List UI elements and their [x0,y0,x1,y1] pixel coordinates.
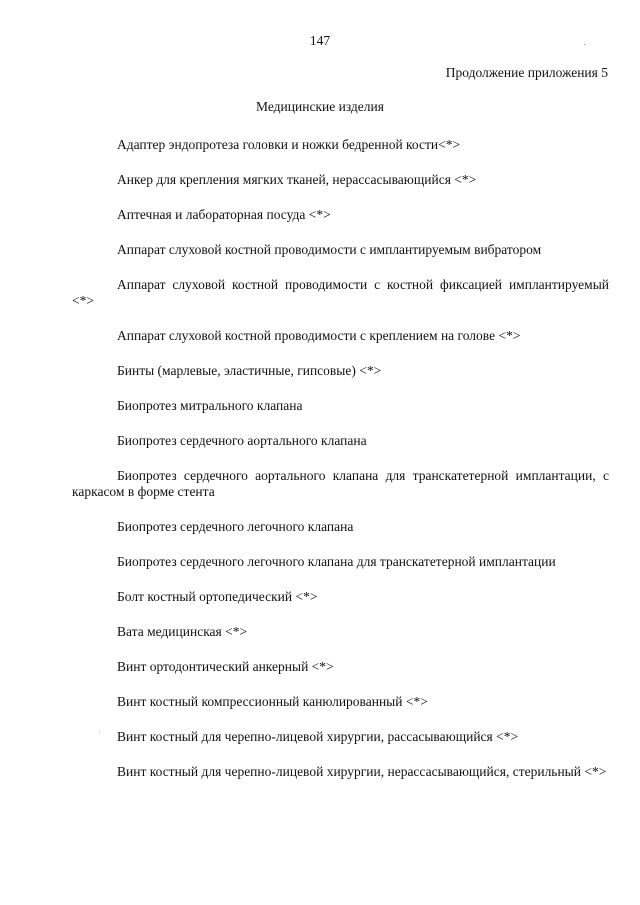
list-item: Бинты (марлевые, эластичные, гипсовые) <*> [117,363,382,378]
page-number: 147 [309,33,331,48]
section-title: Медицинские изделия [256,99,384,114]
list-item: Биопротез митрального клапана [117,398,303,413]
list-item: Аппарат слуховой костной проводимости с костной фиксацией имплантируемый <*> [72,277,609,308]
list-item: Винт костный для черепно-лицевой хирургии, рассасывающийся <*> [117,729,519,744]
list-item: Биопротез сердечного легочного клапана [117,519,354,534]
list-item: Аппарат слуховой костной проводимости с имплантируемым вибратором [117,242,542,257]
list-item: Аптечная и лабораторная посуда <*> [117,207,331,222]
list-item: Биопротез сердечного легочного клапана для транскатетерной имплантации [117,554,556,569]
appendix-continuation-note: Продолжение приложения 5 [445,65,608,80]
list-item: Аппарат слуховой костной проводимости с креплением на голове <*> [117,328,521,343]
list-item: Биопротез сердечного аортального клапана [117,433,367,448]
list-item: Винт ортодонтический анкерный <*> [117,659,334,674]
list-item: Винт костный для черепно-лицевой хирургии, нерассасывающийся, стерильный <*> [117,764,607,779]
list-item: Анкер для крепления мягких тканей, нерассасывающийся <*> [117,172,477,187]
list-item: Вата медицинская <*> [117,624,248,639]
list-item: Биопротез сердечного аортального клапана для транскатетерной имплантации, с каркасом в форме стента [72,468,609,499]
list-item: Болт костный ортопедический <*> [117,589,318,604]
list-item: Адаптер эндопротеза головки и ножки бедренной кости<*> [117,137,461,152]
list-item: Винт костный компрессионный канюлированный <*> [117,694,428,709]
medical-devices-list [72,137,609,799]
